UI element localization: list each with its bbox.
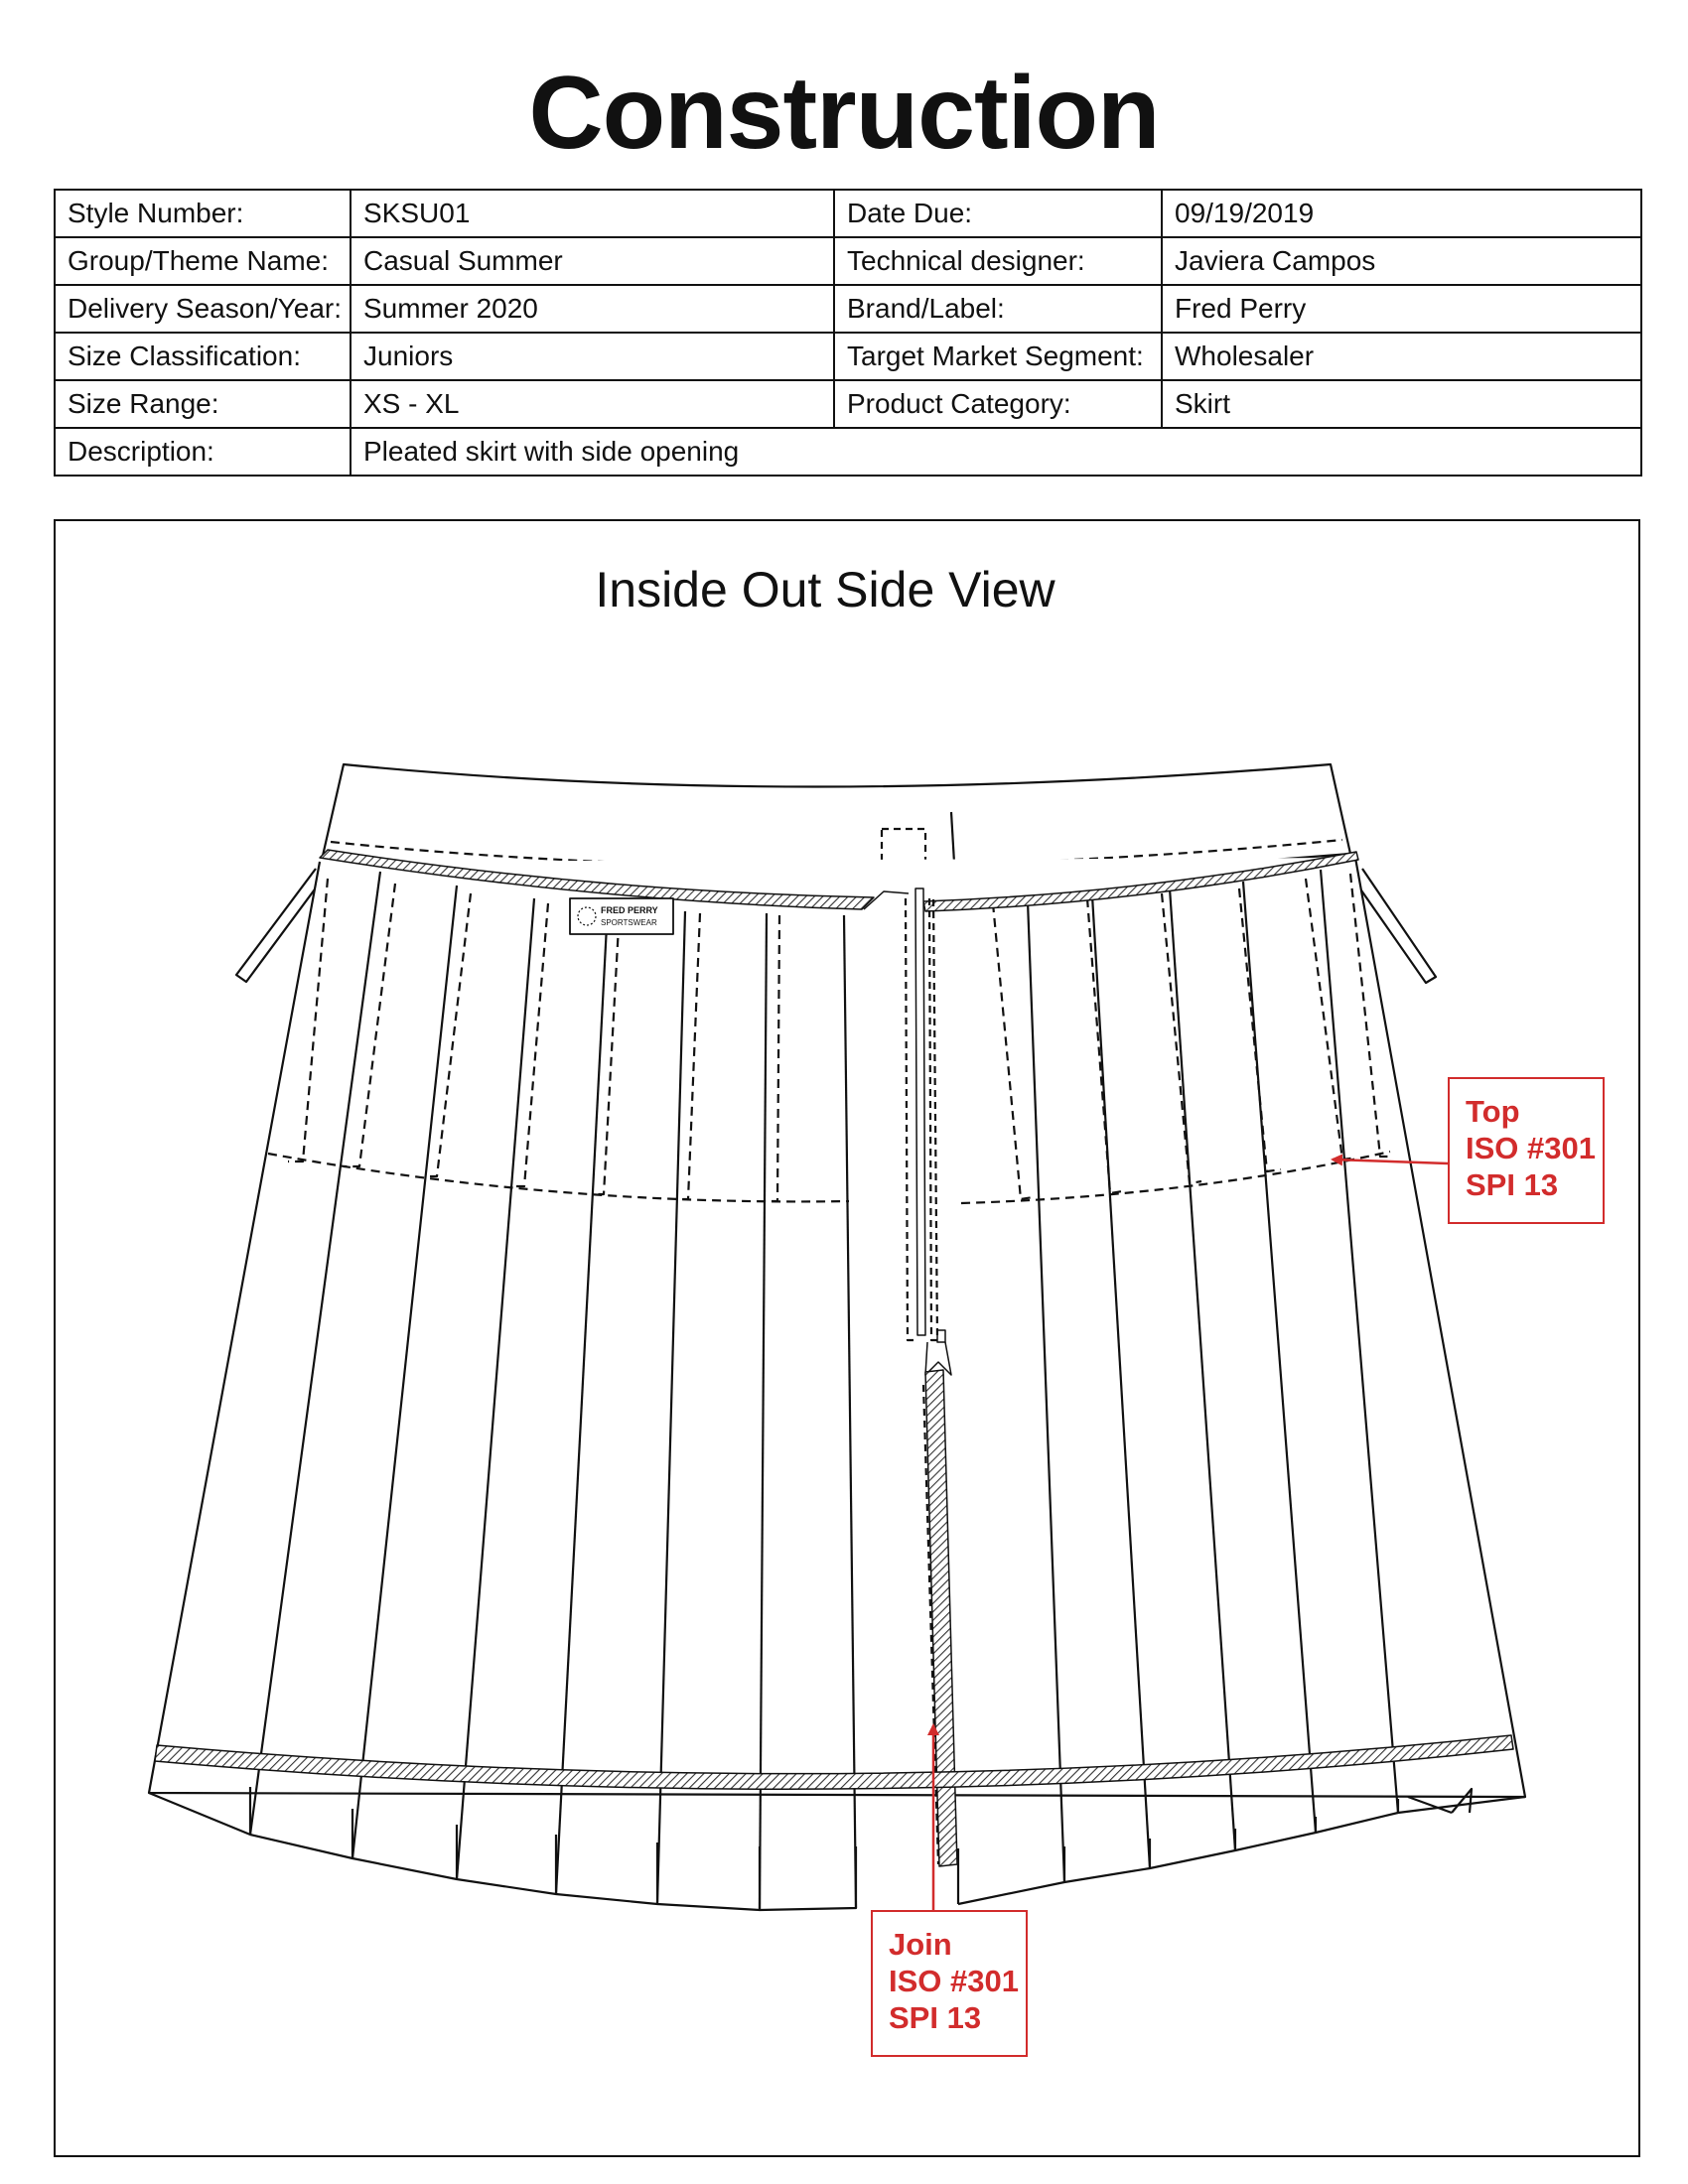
- spec-value: Fred Perry: [1162, 285, 1641, 333]
- spec-value: Wholesaler: [1162, 333, 1641, 380]
- view-title: Inside Out Side View: [595, 562, 1055, 617]
- spec-label: Delivery Season/Year:: [55, 285, 351, 333]
- callout-line: ISO #301: [1466, 1131, 1596, 1165]
- spec-value: Juniors: [351, 333, 834, 380]
- callout-line: ISO #301: [889, 1964, 1019, 1998]
- spec-value: Casual Summer: [351, 237, 834, 285]
- join-stitch-callout: [871, 1910, 1028, 2057]
- spec-value: SKSU01: [351, 190, 834, 237]
- label-tag-sub: SPORTSWEAR: [601, 918, 657, 927]
- zipper: [915, 888, 925, 1335]
- spec-value: Summer 2020: [351, 285, 834, 333]
- page-title: Construction: [528, 56, 1160, 171]
- top-stitch-callout: [1448, 1077, 1605, 1224]
- spec-label: Product Category:: [834, 380, 1162, 428]
- callout-line: SPI 13: [1466, 1167, 1559, 1202]
- care-label: [570, 898, 673, 934]
- spec-label: Size Range:: [55, 380, 351, 428]
- spec-label: Target Market Segment:: [834, 333, 1162, 380]
- description-value: Pleated skirt with side opening: [351, 428, 1641, 476]
- label-tag-brand: FRED PERRY: [601, 905, 658, 915]
- callout-line: Join: [889, 1927, 952, 1962]
- callout-line: SPI 13: [889, 2000, 982, 2035]
- spec-value: Skirt: [1162, 380, 1641, 428]
- hem-pleats: [149, 1787, 1525, 1910]
- spec-label: Group/Theme Name:: [55, 237, 351, 285]
- spec-label: Technical designer:: [834, 237, 1162, 285]
- spec-label: Date Due:: [834, 190, 1162, 237]
- spec-value: Javiera Campos: [1162, 237, 1641, 285]
- spec-label: Size Classification:: [55, 333, 351, 380]
- spec-label: Brand/Label:: [834, 285, 1162, 333]
- callout-line: Top: [1466, 1094, 1520, 1129]
- skirt-outline: [149, 858, 1525, 1797]
- spec-value: 09/19/2019: [1162, 190, 1641, 237]
- spec-label: Style Number:: [55, 190, 351, 237]
- description-label: Description:: [55, 428, 351, 476]
- spec-value: XS - XL: [351, 380, 834, 428]
